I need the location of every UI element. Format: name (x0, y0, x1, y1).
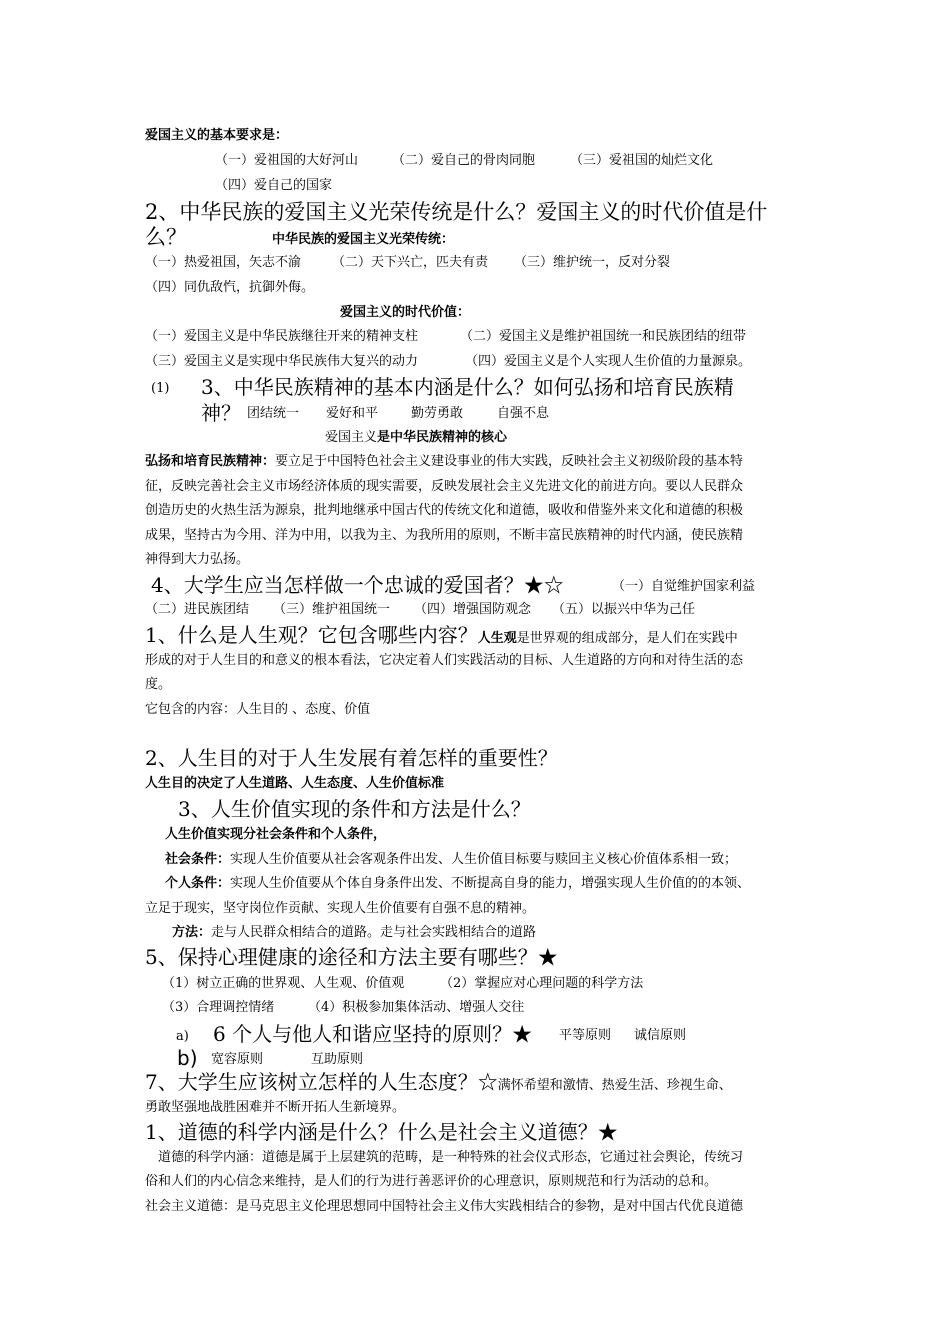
patriot-action-1: （一）自觉维护国家利益 (612, 579, 756, 594)
social-condition-line (165, 853, 737, 866)
spirit-item-1: 团结统一 (247, 406, 300, 421)
era-value-1: （一）爱国主义是中华民族继往开来的精神支柱 (145, 329, 419, 344)
personal-condition-text-1: 实现人生价值要从个体自身条件出发、不断提高自身的能力，增强实现人生价值的的本领、 (230, 876, 751, 891)
mental-method-4: （4）积极参加集体活动、增强人交往 (308, 1000, 525, 1015)
tradition-title: 中华民族的爱国主义光荣传统： (272, 232, 455, 247)
question-2-line-1: 2、中华民族的爱国主义光荣传统是什么？爱国主义的时代价值是什 (145, 200, 768, 224)
life-view-definition-1: 是世界观的组成部分，是人们在实践中 (516, 631, 738, 646)
promote-label: 弘扬和培育民族精神： (145, 454, 276, 469)
promote-text-1: 要立足于中国特色社会主义建设事业的伟大实践，反映社会主义初级阶段的基本特 (275, 454, 744, 469)
mental-method-3: （3）合理调控情绪 (162, 1000, 275, 1015)
life-answer-7-text-1: 满怀希望和激情、热爱生活、珍视生命、 (497, 1078, 732, 1093)
harmony-principle-1: 平等原则 (559, 1028, 612, 1043)
mental-method-2: （2）掌握应对心理问题的科学方法 (440, 976, 644, 991)
life-question-5: 5、保持心理健康的途径和方法主要有哪些？★ (145, 945, 558, 969)
promote-line-2: 征，反映完善社会主义市场经济体质的现实需要，反映发展社会主义先进文化的前进方向。要以人民群众 (145, 479, 744, 494)
promote-line-3: 创造历史的火热生活为源泉，批判地继承中国古代的传统文化和道德，吸收和借鉴外来文化和道德的积极 (145, 503, 744, 518)
mental-method-1: （1）树立正确的世界观、人生观、价值观 (162, 976, 405, 991)
spirit-item-3: 勤劳勇敢 (411, 406, 464, 421)
patriotism-requirements-heading: 爱国主义的基本要求是： (145, 128, 289, 143)
life-question-2: 2、人生目的对于人生发展有着怎样的重要性？ (145, 746, 558, 770)
life-answer-3-title: 人生价值实现分社会条件和个人条件， (165, 827, 387, 842)
life-view-definition-2: 形成的对于人生目的和意义的根本看法，它决定着人们实践活动的目标、人生道路的方向和对待生活的态 (145, 653, 744, 668)
spirit-item-2: 爱好和平 (326, 406, 379, 421)
requirement-2: （二）爱自己的骨肉同胞 (392, 153, 536, 168)
tradition-4: （四）同仇敌忾，抗御外侮。 (145, 280, 315, 295)
moral-scientific-1: 道德的科学内涵：道德是属于上层建筑的范畴，是一种特殊的社会仪式形态，它通过社会舆论，传统习 (158, 1150, 744, 1165)
personal-condition-text-2: 立足于现实，坚守岗位作贡献、实现人生价值要有自强不息的精神。 (145, 901, 536, 916)
promote-line-1 (145, 455, 743, 468)
social-condition-text: 实现人生价值要从社会客观条件出发、人生价值目标要与赎回主义核心价值体系相一致； (230, 852, 738, 867)
method-text: 走与人民群众相结合的道路。走与社会实践相结合的道路 (211, 925, 537, 940)
life-question-6: 6 个人与他人和谐应坚持的原则？★ (213, 1022, 533, 1046)
method-label: 方法： (172, 925, 212, 940)
era-value-4: （四）爱国主义是个人实现人生价值的力量源泉。 (465, 354, 752, 369)
life-question-7: 7、大学生应该树立怎样的人生态度？☆ (145, 1070, 498, 1094)
list-marker-1: (1) (151, 381, 170, 396)
life-view-term: 人生观 (477, 631, 517, 646)
era-value-2: （二）爱国主义是维护祖国统一和民族团结的纽带 (460, 329, 747, 344)
spirit-core-subject: 爱国主义 (325, 430, 378, 445)
socialist-morality-1: 社会主义道德：是马克思主义伦理思想同中国特社会主义伟大实践相结合的参物，是对中国古代优良道德 (145, 1199, 744, 1214)
patriot-action-3: （三）维护祖国统一 (273, 602, 391, 617)
tradition-1: （一）热爱祖国，矢志不渝 (145, 255, 302, 270)
harmony-principle-2: 诚信原则 (634, 1028, 687, 1043)
spirit-core-predicate: 是中华民族精神的核心 (377, 430, 508, 445)
era-value-3: （三）爱国主义是实现中华民族伟大复兴的动力 (145, 354, 419, 369)
question-3-line-2: 神？ (201, 401, 241, 425)
tradition-2: （二）天下兴亡，匹夫有责 (332, 255, 489, 270)
spirit-item-4: 自强不息 (497, 406, 550, 421)
requirement-4: （四）爱自己的国家 (215, 178, 333, 193)
life-view-contents: 它包含的内容：人生目的 、态度、价值 (145, 702, 371, 717)
requirement-1: （一）爱祖国的大好河山 (215, 153, 359, 168)
social-condition-label: 社会条件： (165, 852, 231, 867)
question-3-line-1: 3、中华民族精神的基本内涵是什么？如何弘扬和培育民族精 (201, 375, 734, 399)
patriot-action-2: （二）进民族团结 (145, 602, 250, 617)
spirit-core-line (325, 431, 507, 444)
patriot-action-5: （五）以振兴中华为己任 (552, 602, 696, 617)
harmony-principle-3: 宽容原则 (211, 1052, 264, 1067)
personal-condition-label: 个人条件： (165, 876, 231, 891)
list-marker-b: b) (177, 1046, 198, 1070)
question-4: 4、大学生应当怎样做一个忠诚的爱国者？★☆ (151, 573, 564, 597)
life-answer-2: 人生目的决定了人生道路、人生态度、人生价值标准 (145, 776, 445, 791)
patriot-action-4: （四）增强国防观念 (414, 602, 532, 617)
life-question-3: 3、人生价值实现的条件和方法是什么？ (178, 797, 531, 821)
promote-line-5: 神得到大力弘扬。 (145, 552, 250, 567)
life-q7-line (145, 1072, 732, 1092)
list-marker-a: a) (176, 1029, 189, 1044)
tradition-3: （三）维护统一，反对分裂 (514, 255, 671, 270)
requirement-3: （三）爱祖国的灿烂文化 (570, 153, 714, 168)
life-view-definition-3: 度。 (145, 677, 172, 692)
moral-scientific-2: 俗和人们的内心信念来维持，是人们的行为进行善恶评价的心理意识，原则规范和行为活动的总和。 (145, 1174, 718, 1189)
life-question-1: 1、什么是人生观？它包含哪些内容？ (145, 623, 478, 647)
harmony-principle-4: 互助原则 (311, 1052, 364, 1067)
promote-line-4: 成果，坚持古为今用、洋为中用，以我为主、为我所用的原则，不断丰富民族精神的时代内涵，使民族精 (145, 528, 744, 543)
era-value-title: 爱国主义的时代价值： (340, 305, 471, 320)
moral-question-1: 1、道德的科学内涵是什么？什么是社会主义道德？★ (145, 1120, 618, 1144)
life-q1-line (145, 625, 738, 645)
method-line (172, 926, 536, 939)
personal-condition-line (165, 877, 750, 890)
question-2-line-2: 么？ (145, 225, 187, 249)
life-answer-7-text-2: 勇敢坚强地战胜困难并不断开拓人生新境界。 (145, 1100, 406, 1115)
